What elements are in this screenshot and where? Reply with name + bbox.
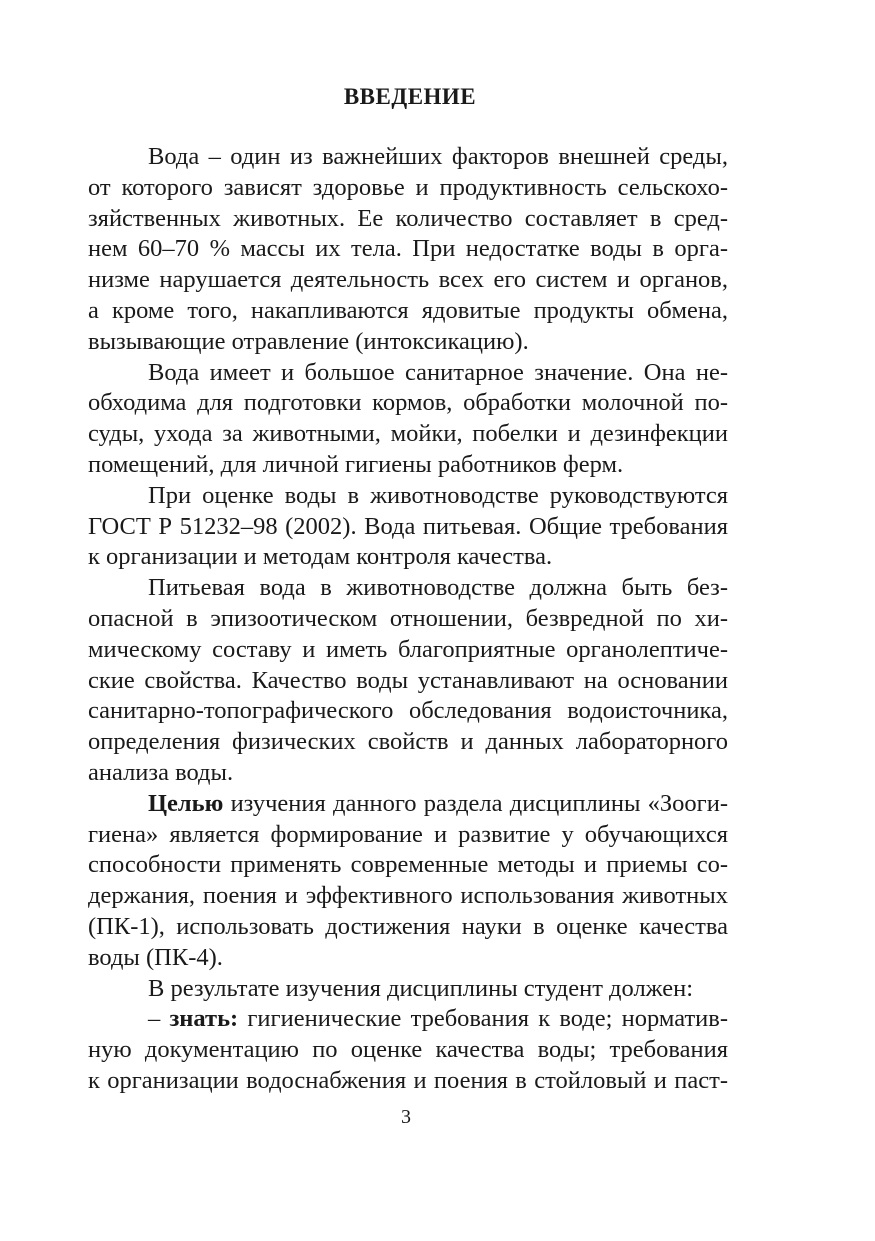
text-line: помещений, для личной гигиены работников ферм. (88, 450, 624, 478)
paragraph-know (88, 1004, 728, 1096)
paragraph-goal (88, 789, 728, 974)
page-title: ВВЕДЕНИЕ (343, 84, 477, 109)
text-line: к организации и методам контроля качества. (88, 543, 553, 571)
text-line: зяйственных животных. Ее количество составляет в сред- (88, 204, 728, 232)
text-line: санитарно-топографического обследования водоисточника, (88, 697, 728, 725)
text-line: к организации водоснабжения и поения в стойловый и паст- (88, 1066, 728, 1094)
text-fragment: гигиенические требования к воде; норматив- (238, 1005, 728, 1033)
text-line: от которого зависят здоровье и продуктивность сельскохо- (88, 173, 728, 201)
paragraph-result (88, 974, 728, 1005)
text-line: суды, ухода за животными, мойки, побелки и дезинфекции (88, 420, 728, 448)
text-line: обходима для подготовки кормов, обработки молочной по- (88, 389, 728, 417)
text-line: Вода имеет и большое санитарное значение. Она не- (148, 358, 728, 386)
text-line: держания, поения и эффективного использования животных (88, 882, 728, 910)
text-fragment: изучения данного раздела дисциплины «Зооги- (223, 789, 728, 817)
text-line: мическому составу и иметь благоприятные органолептиче- (88, 635, 728, 663)
text-line: определения физических свойств и данных лабораторного (88, 728, 728, 756)
dash-marker: – (148, 1005, 170, 1033)
text-line: В результате изучения дисциплины студент должен: (148, 974, 694, 1002)
text-line: нем 60–70 % массы их тела. При недостатке воды в орга- (88, 235, 728, 263)
bold-term-know: знать: (169, 1005, 239, 1033)
text-line: гиена» является формирование и развитие у обучающихся (88, 820, 728, 848)
text-line: Питьевая вода в животноводстве должна быть без- (148, 574, 728, 602)
text-line: ские свойства. Качество воды устанавливают на основании (88, 666, 728, 694)
paragraph-drinking-water (88, 573, 728, 789)
text-line: ную документацию по оценке качества воды; требования (88, 1036, 728, 1064)
text-line: Вода – один из важнейших факторов внешней среды, (148, 143, 728, 170)
paragraph-water-importance (88, 142, 728, 358)
page-number: 3 (401, 1106, 411, 1128)
text-line: (ПК-1), использовать достижения науки в оценке качества (88, 912, 728, 940)
text-line: При оценке воды в животноводстве руководствуются (148, 481, 728, 509)
paragraph-sanitary-value (88, 358, 728, 481)
text-line: ГОСТ Р 51232–98 (2002). Вода питьевая. Общие требования (88, 512, 728, 540)
text-line: низме нарушается деятельность всех его систем и органов, (88, 266, 728, 294)
body-text (88, 142, 728, 1097)
text-line: воды (ПК-4). (88, 943, 223, 971)
bold-term-goal: Целью (148, 789, 224, 817)
text-line: а кроме того, накапливаются ядовитые продукты обмена, (88, 296, 728, 324)
text-line: вызывающие отравление (интоксикацию). (88, 327, 529, 355)
text-line: анализа воды. (88, 758, 234, 786)
paragraph-gost (88, 481, 728, 573)
text-line: способности применять современные методы и приемы со- (88, 851, 728, 879)
text-line: опасной в эпизоотическом отношении, безвредной по хи- (88, 604, 728, 632)
text-line (88, 1004, 728, 1035)
text-line (88, 789, 728, 820)
